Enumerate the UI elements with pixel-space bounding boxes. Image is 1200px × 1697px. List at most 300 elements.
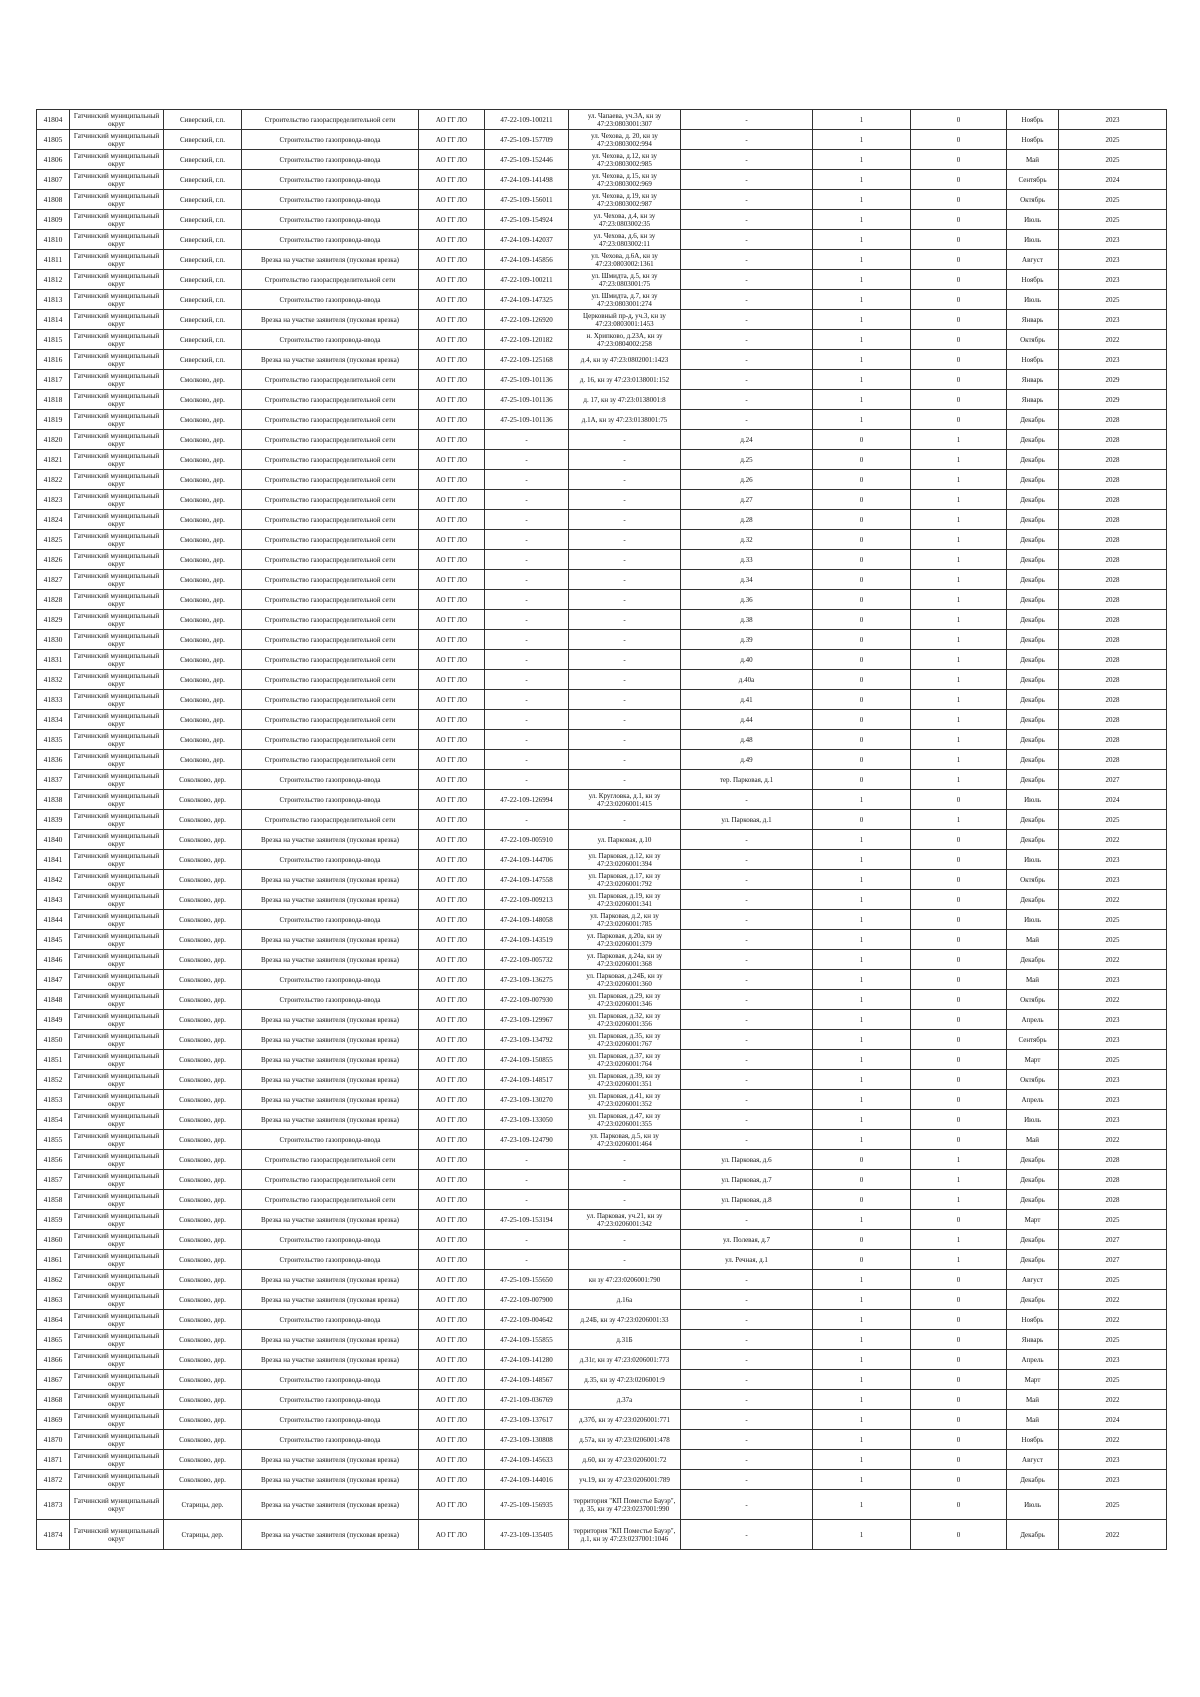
organization-cell: АО ГГ ЛО	[419, 1230, 485, 1250]
year-cell: 2023	[1059, 970, 1167, 990]
address-cell: -	[569, 570, 681, 590]
address-cell: ул. Парковая, д.2, кн зу 47:23:0206001:785	[569, 910, 681, 930]
flag-b-cell: 0	[911, 1370, 1007, 1390]
settlement-cell: Смолково, дер.	[164, 630, 242, 650]
year-cell: 2022	[1059, 1310, 1167, 1330]
address-cell: ул. Парковая, д.41, кн зу 47:23:0206001:352	[569, 1090, 681, 1110]
organization-cell: АО ГГ ЛО	[419, 570, 485, 590]
year-cell: 2023	[1059, 870, 1167, 890]
planned-address-cell: -	[681, 1210, 813, 1230]
organization-cell: АО ГГ ЛО	[419, 690, 485, 710]
flag-b-cell: 0	[911, 890, 1007, 910]
settlement-cell: Соколково, дер.	[164, 1010, 242, 1030]
settlement-cell: Смолково, дер.	[164, 570, 242, 590]
month-cell: Декабрь	[1007, 530, 1059, 550]
row-number: 41855	[37, 1130, 70, 1150]
settlement-cell: Соколково, дер.	[164, 1410, 242, 1430]
table-row	[37, 1490, 1167, 1520]
year-cell: 2023	[1059, 350, 1167, 370]
table-row	[37, 470, 1167, 490]
settlement-cell: Смолково, дер.	[164, 450, 242, 470]
district-cell: Гатчинский муниципальный округ	[70, 450, 164, 470]
flag-b-cell: 0	[911, 910, 1007, 930]
application-code-cell: -	[485, 550, 569, 570]
flag-b-cell: 0	[911, 110, 1007, 130]
address-cell: -	[569, 650, 681, 670]
planned-address-cell: д.34	[681, 570, 813, 590]
month-cell: Октябрь	[1007, 190, 1059, 210]
address-cell: -	[569, 1250, 681, 1270]
application-code-cell: 47-24-109-148517	[485, 1070, 569, 1090]
planned-address-cell: тер. Парковая, д.1	[681, 770, 813, 790]
district-cell: Гатчинский муниципальный округ	[70, 430, 164, 450]
address-cell: ул. Чехова, д.6, кн зу 47:23:0803002:11	[569, 230, 681, 250]
work-type-cell: Строительство газораспределительной сети	[242, 450, 419, 470]
flag-b-cell: 1	[911, 810, 1007, 830]
row-number: 41861	[37, 1250, 70, 1270]
year-cell: 2023	[1059, 1450, 1167, 1470]
year-cell: 2025	[1059, 1490, 1167, 1520]
address-cell: -	[569, 670, 681, 690]
district-cell: Гатчинский муниципальный округ	[70, 1250, 164, 1270]
flag-a-cell: 1	[813, 1330, 911, 1350]
district-cell: Гатчинский муниципальный округ	[70, 1310, 164, 1330]
flag-b-cell: 0	[911, 310, 1007, 330]
work-type-cell: Строительство газопровода-ввода	[242, 1370, 419, 1390]
settlement-cell: Соколково, дер.	[164, 830, 242, 850]
work-type-cell: Врезка на участке заявителя (пусковая врезка)	[242, 1520, 419, 1550]
month-cell: Декабрь	[1007, 1520, 1059, 1550]
settlement-cell: Смолково, дер.	[164, 430, 242, 450]
flag-b-cell: 1	[911, 730, 1007, 750]
address-cell: ул. Чехова, д. 20, кн зу 47:23:0803002:994	[569, 130, 681, 150]
row-number: 41843	[37, 890, 70, 910]
address-cell: -	[569, 750, 681, 770]
month-cell: Октябрь	[1007, 1070, 1059, 1090]
flag-b-cell: 0	[911, 170, 1007, 190]
settlement-cell: Соколково, дер.	[164, 1050, 242, 1070]
application-code-cell: -	[485, 710, 569, 730]
month-cell: Октябрь	[1007, 330, 1059, 350]
organization-cell: АО ГГ ЛО	[419, 730, 485, 750]
planned-address-cell: ул. Парковая, д.6	[681, 1150, 813, 1170]
settlement-cell: Сиверский, г.п.	[164, 230, 242, 250]
flag-a-cell: 1	[813, 230, 911, 250]
work-type-cell: Врезка на участке заявителя (пусковая врезка)	[242, 950, 419, 970]
address-cell: -	[569, 510, 681, 530]
settlement-cell: Смолково, дер.	[164, 590, 242, 610]
address-cell: -	[569, 450, 681, 470]
address-cell: Церковный пр-д, уч.3, кн зу 47:23:0803001:1453	[569, 310, 681, 330]
row-number: 41839	[37, 810, 70, 830]
row-number: 41857	[37, 1170, 70, 1190]
flag-a-cell: 0	[813, 470, 911, 490]
flag-a-cell: 1	[813, 330, 911, 350]
year-cell: 2023	[1059, 1350, 1167, 1370]
settlement-cell: Соколково, дер.	[164, 1310, 242, 1330]
planned-address-cell: -	[681, 390, 813, 410]
planned-address-cell: -	[681, 1290, 813, 1310]
work-type-cell: Врезка на участке заявителя (пусковая врезка)	[242, 1330, 419, 1350]
planned-address-cell: ул. Парковая, д.7	[681, 1170, 813, 1190]
flag-b-cell: 1	[911, 450, 1007, 470]
flag-a-cell: 0	[813, 710, 911, 730]
application-code-cell: 47-23-109-124790	[485, 1130, 569, 1150]
application-code-cell: 47-22-109-005732	[485, 950, 569, 970]
row-number: 41819	[37, 410, 70, 430]
address-cell: ул. Парковая, д.39, кн зу 47:23:0206001:351	[569, 1070, 681, 1090]
flag-a-cell: 0	[813, 1190, 911, 1210]
district-cell: Гатчинский муниципальный округ	[70, 590, 164, 610]
planned-address-cell: д.38	[681, 610, 813, 630]
work-type-cell: Строительство газопровода-ввода	[242, 970, 419, 990]
row-number: 41828	[37, 590, 70, 610]
address-cell: -	[569, 1190, 681, 1210]
work-type-cell: Врезка на участке заявителя (пусковая врезка)	[242, 1270, 419, 1290]
work-type-cell: Строительство газопровода-ввода	[242, 990, 419, 1010]
organization-cell: АО ГГ ЛО	[419, 390, 485, 410]
flag-a-cell: 0	[813, 570, 911, 590]
district-cell: Гатчинский муниципальный округ	[70, 710, 164, 730]
table-row	[37, 290, 1167, 310]
year-cell: 2028	[1059, 510, 1167, 530]
row-number: 41823	[37, 490, 70, 510]
work-type-cell: Строительство газораспределительной сети	[242, 810, 419, 830]
table-row	[37, 1130, 1167, 1150]
table-row	[37, 310, 1167, 330]
planned-address-cell: д.32	[681, 530, 813, 550]
table-row	[37, 570, 1167, 590]
settlement-cell: Сиверский, г.п.	[164, 330, 242, 350]
flag-b-cell: 0	[911, 1070, 1007, 1090]
organization-cell: АО ГГ ЛО	[419, 1090, 485, 1110]
district-cell: Гатчинский муниципальный округ	[70, 870, 164, 890]
table-row	[37, 1450, 1167, 1470]
address-cell: д.16а	[569, 1290, 681, 1310]
month-cell: Август	[1007, 1450, 1059, 1470]
year-cell: 2029	[1059, 370, 1167, 390]
flag-a-cell: 1	[813, 250, 911, 270]
organization-cell: АО ГГ ЛО	[419, 990, 485, 1010]
organization-cell: АО ГГ ЛО	[419, 470, 485, 490]
flag-b-cell: 1	[911, 1170, 1007, 1190]
settlement-cell: Соколково, дер.	[164, 1090, 242, 1110]
year-cell: 2028	[1059, 490, 1167, 510]
planned-address-cell: -	[681, 110, 813, 130]
flag-a-cell: 1	[813, 1110, 911, 1130]
flag-b-cell: 1	[911, 530, 1007, 550]
settlement-cell: Сиверский, г.п.	[164, 310, 242, 330]
row-number: 41833	[37, 690, 70, 710]
work-type-cell: Строительство газопровода-ввода	[242, 1410, 419, 1430]
row-number: 41844	[37, 910, 70, 930]
organization-cell: АО ГГ ЛО	[419, 610, 485, 630]
month-cell: Ноябрь	[1007, 350, 1059, 370]
organization-cell: АО ГГ ЛО	[419, 1170, 485, 1190]
planned-address-cell: д.48	[681, 730, 813, 750]
flag-a-cell: 0	[813, 530, 911, 550]
year-cell: 2028	[1059, 1170, 1167, 1190]
work-type-cell: Врезка на участке заявителя (пусковая врезка)	[242, 890, 419, 910]
application-code-cell: 47-25-109-154924	[485, 210, 569, 230]
flag-b-cell: 1	[911, 670, 1007, 690]
application-code-cell: 47-22-109-100211	[485, 270, 569, 290]
work-type-cell: Строительство газораспределительной сети	[242, 670, 419, 690]
table-row	[37, 390, 1167, 410]
flag-a-cell: 1	[813, 270, 911, 290]
year-cell: 2028	[1059, 690, 1167, 710]
settlement-cell: Старицы, дер.	[164, 1490, 242, 1520]
flag-a-cell: 1	[813, 130, 911, 150]
year-cell: 2025	[1059, 210, 1167, 230]
month-cell: Январь	[1007, 1330, 1059, 1350]
table-row	[37, 170, 1167, 190]
table-row	[37, 770, 1167, 790]
district-cell: Гатчинский муниципальный округ	[70, 1070, 164, 1090]
table-body	[37, 110, 1167, 1550]
table-row	[37, 1210, 1167, 1230]
flag-b-cell: 0	[911, 1010, 1007, 1030]
organization-cell: АО ГГ ЛО	[419, 970, 485, 990]
organization-cell: АО ГГ ЛО	[419, 330, 485, 350]
flag-a-cell: 0	[813, 1170, 911, 1190]
table-row	[37, 1190, 1167, 1210]
work-type-cell: Врезка на участке заявителя (пусковая врезка)	[242, 1090, 419, 1110]
settlement-cell: Соколково, дер.	[164, 1190, 242, 1210]
settlement-cell: Соколково, дер.	[164, 1370, 242, 1390]
year-cell: 2028	[1059, 1150, 1167, 1170]
flag-a-cell: 1	[813, 930, 911, 950]
table-row	[37, 730, 1167, 750]
row-number: 41859	[37, 1210, 70, 1230]
year-cell: 2028	[1059, 730, 1167, 750]
district-cell: Гатчинский муниципальный округ	[70, 170, 164, 190]
settlement-cell: Сиверский, г.п.	[164, 290, 242, 310]
district-cell: Гатчинский муниципальный округ	[70, 1150, 164, 1170]
planned-address-cell: -	[681, 310, 813, 330]
address-cell: -	[569, 690, 681, 710]
application-code-cell: 47-22-109-009213	[485, 890, 569, 910]
row-number: 41854	[37, 1110, 70, 1130]
row-number: 41815	[37, 330, 70, 350]
row-number: 41825	[37, 530, 70, 550]
district-cell: Гатчинский муниципальный округ	[70, 490, 164, 510]
application-code-cell: 47-22-109-100211	[485, 110, 569, 130]
application-code-cell: 47-22-109-005910	[485, 830, 569, 850]
row-number: 41822	[37, 470, 70, 490]
table-row	[37, 1030, 1167, 1050]
table-row	[37, 130, 1167, 150]
district-cell: Гатчинский муниципальный округ	[70, 1050, 164, 1070]
district-cell: Гатчинский муниципальный округ	[70, 1470, 164, 1490]
work-type-cell: Врезка на участке заявителя (пусковая врезка)	[242, 310, 419, 330]
settlement-cell: Смолково, дер.	[164, 690, 242, 710]
organization-cell: АО ГГ ЛО	[419, 870, 485, 890]
planned-address-cell: -	[681, 850, 813, 870]
work-type-cell: Строительство газораспределительной сети	[242, 410, 419, 430]
month-cell: Декабрь	[1007, 1170, 1059, 1190]
address-cell: -	[569, 1170, 681, 1190]
row-number: 41834	[37, 710, 70, 730]
flag-a-cell: 1	[813, 170, 911, 190]
table-row	[37, 250, 1167, 270]
application-code-cell: 47-24-109-144016	[485, 1470, 569, 1490]
work-type-cell: Строительство газораспределительной сети	[242, 530, 419, 550]
district-cell: Гатчинский муниципальный округ	[70, 790, 164, 810]
application-code-cell: 47-25-109-101136	[485, 390, 569, 410]
organization-cell: АО ГГ ЛО	[419, 1410, 485, 1430]
table-row	[37, 270, 1167, 290]
work-type-cell: Врезка на участке заявителя (пусковая врезка)	[242, 1450, 419, 1470]
month-cell: Декабрь	[1007, 510, 1059, 530]
work-type-cell: Строительство газопровода-ввода	[242, 790, 419, 810]
work-type-cell: Строительство газопровода-ввода	[242, 1250, 419, 1270]
address-cell: ул. Парковая, д.20а, кн зу 47:23:0206001:379	[569, 930, 681, 950]
organization-cell: АО ГГ ЛО	[419, 830, 485, 850]
organization-cell: АО ГГ ЛО	[419, 750, 485, 770]
flag-a-cell: 1	[813, 1430, 911, 1450]
district-cell: Гатчинский муниципальный округ	[70, 750, 164, 770]
planned-address-cell: ул. Полевая, д.7	[681, 1230, 813, 1250]
row-number: 41863	[37, 1290, 70, 1310]
work-type-cell: Строительство газораспределительной сети	[242, 690, 419, 710]
month-cell: Май	[1007, 1410, 1059, 1430]
application-code-cell: 47-24-109-141498	[485, 170, 569, 190]
flag-a-cell: 1	[813, 110, 911, 130]
flag-b-cell: 0	[911, 270, 1007, 290]
district-cell: Гатчинский муниципальный округ	[70, 350, 164, 370]
row-number: 41862	[37, 1270, 70, 1290]
flag-b-cell: 0	[911, 290, 1007, 310]
flag-a-cell: 1	[813, 1270, 911, 1290]
address-cell: -	[569, 590, 681, 610]
row-number: 41808	[37, 190, 70, 210]
month-cell: Декабрь	[1007, 550, 1059, 570]
flag-a-cell: 1	[813, 870, 911, 890]
application-code-cell: 47-22-109-120182	[485, 330, 569, 350]
month-cell: Декабрь	[1007, 650, 1059, 670]
row-number: 41830	[37, 630, 70, 650]
flag-b-cell: 1	[911, 570, 1007, 590]
table-row	[37, 930, 1167, 950]
application-code-cell: -	[485, 1250, 569, 1270]
flag-a-cell: 0	[813, 810, 911, 830]
work-type-cell: Строительство газораспределительной сети	[242, 750, 419, 770]
district-cell: Гатчинский муниципальный округ	[70, 290, 164, 310]
planned-address-cell: -	[681, 290, 813, 310]
organization-cell: АО ГГ ЛО	[419, 1030, 485, 1050]
flag-b-cell: 1	[911, 610, 1007, 630]
month-cell: Июль	[1007, 290, 1059, 310]
work-type-cell: Строительство газораспределительной сети	[242, 590, 419, 610]
planned-address-cell: д.40	[681, 650, 813, 670]
settlement-cell: Соколково, дер.	[164, 810, 242, 830]
year-cell: 2023	[1059, 1070, 1167, 1090]
organization-cell: АО ГГ ЛО	[419, 110, 485, 130]
settlement-cell: Смолково, дер.	[164, 490, 242, 510]
flag-a-cell: 1	[813, 1070, 911, 1090]
district-cell: Гатчинский муниципальный округ	[70, 850, 164, 870]
flag-a-cell: 0	[813, 690, 911, 710]
row-number: 41810	[37, 230, 70, 250]
address-cell: д. 16, кн зу 47:23:0138001:152	[569, 370, 681, 390]
month-cell: Декабрь	[1007, 770, 1059, 790]
planned-address-cell: ул. Парковая, д.1	[681, 810, 813, 830]
settlement-cell: Сиверский, г.п.	[164, 130, 242, 150]
table-row	[37, 670, 1167, 690]
flag-a-cell: 1	[813, 1410, 911, 1430]
row-number: 41835	[37, 730, 70, 750]
settlement-cell: Соколково, дер.	[164, 1270, 242, 1290]
district-cell: Гатчинский муниципальный округ	[70, 410, 164, 430]
settlement-cell: Соколково, дер.	[164, 970, 242, 990]
district-cell: Гатчинский муниципальный округ	[70, 670, 164, 690]
district-cell: Гатчинский муниципальный округ	[70, 310, 164, 330]
district-cell: Гатчинский муниципальный округ	[70, 1210, 164, 1230]
flag-a-cell: 1	[813, 1210, 911, 1230]
table-row	[37, 750, 1167, 770]
row-number: 41806	[37, 150, 70, 170]
month-cell: Декабрь	[1007, 430, 1059, 450]
flag-b-cell: 0	[911, 350, 1007, 370]
organization-cell: АО ГГ ЛО	[419, 1490, 485, 1520]
flag-a-cell: 0	[813, 770, 911, 790]
row-number: 41847	[37, 970, 70, 990]
flag-a-cell: 0	[813, 670, 911, 690]
organization-cell: АО ГГ ЛО	[419, 1270, 485, 1290]
work-type-cell: Врезка на участке заявителя (пусковая врезка)	[242, 1050, 419, 1070]
organization-cell: АО ГГ ЛО	[419, 150, 485, 170]
table-row	[37, 690, 1167, 710]
address-cell: -	[569, 710, 681, 730]
planned-address-cell: -	[681, 150, 813, 170]
settlement-cell: Соколково, дер.	[164, 1450, 242, 1470]
application-code-cell: 47-23-109-135405	[485, 1520, 569, 1550]
address-cell: ул. Чехова, д.6А, кн зу 47:23:0803002:1361	[569, 250, 681, 270]
table-row	[37, 350, 1167, 370]
address-cell: ул. Парковая, д.32, кн зу 47:23:0206001:356	[569, 1010, 681, 1030]
flag-b-cell: 0	[911, 230, 1007, 250]
flag-a-cell: 1	[813, 990, 911, 1010]
year-cell: 2027	[1059, 770, 1167, 790]
application-code-cell: -	[485, 690, 569, 710]
address-cell: ул. Парковая, д.35, кн зу 47:23:0206001:767	[569, 1030, 681, 1050]
row-number: 41827	[37, 570, 70, 590]
application-code-cell: -	[485, 770, 569, 790]
address-cell: д.37а	[569, 1390, 681, 1410]
flag-a-cell: 1	[813, 1450, 911, 1470]
table-row	[37, 330, 1167, 350]
month-cell: Декабрь	[1007, 670, 1059, 690]
gasification-table	[36, 109, 1167, 1550]
work-type-cell: Врезка на участке заявителя (пусковая врезка)	[242, 1070, 419, 1090]
year-cell: 2028	[1059, 550, 1167, 570]
application-code-cell: 47-24-109-148058	[485, 910, 569, 930]
settlement-cell: Соколково, дер.	[164, 790, 242, 810]
address-cell: д.35, кн зу 47:23:0206001:9	[569, 1370, 681, 1390]
address-cell: ул. Парковая, д.37, кн зу 47:23:0206001:764	[569, 1050, 681, 1070]
district-cell: Гатчинский муниципальный округ	[70, 830, 164, 850]
planned-address-cell: -	[681, 1090, 813, 1110]
flag-b-cell: 0	[911, 130, 1007, 150]
work-type-cell: Строительство газораспределительной сети	[242, 490, 419, 510]
application-code-cell: 47-25-109-152446	[485, 150, 569, 170]
flag-b-cell: 0	[911, 1430, 1007, 1450]
flag-a-cell: 1	[813, 1090, 911, 1110]
organization-cell: АО ГГ ЛО	[419, 770, 485, 790]
settlement-cell: Смолково, дер.	[164, 610, 242, 630]
organization-cell: АО ГГ ЛО	[419, 1050, 485, 1070]
